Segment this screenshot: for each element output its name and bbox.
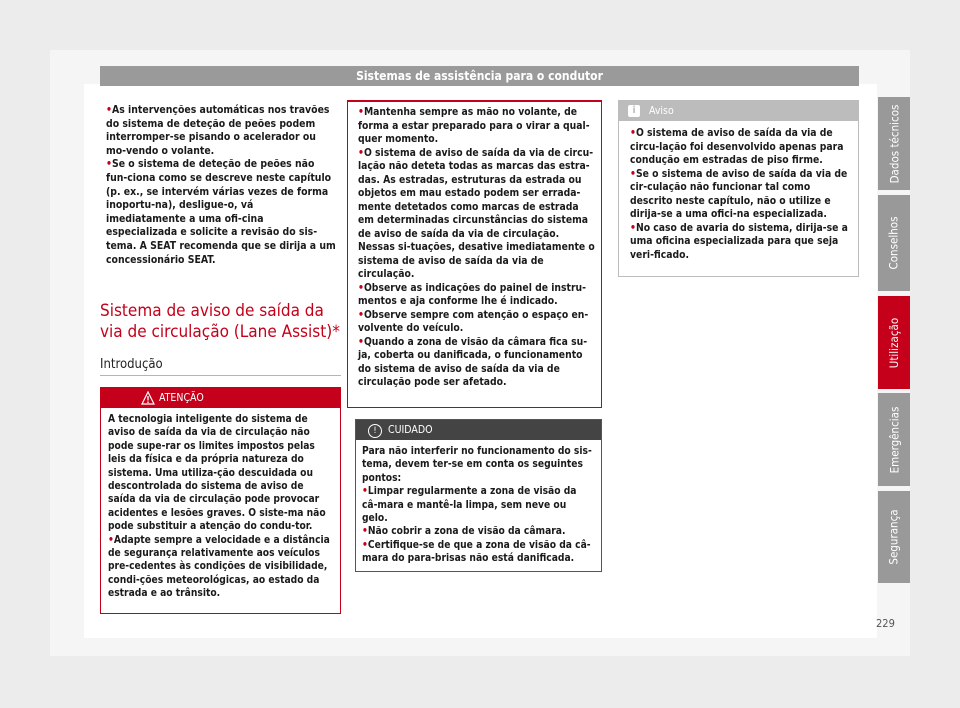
list-item: • O sistema de aviso de saída da via de circu-lação não deteta todas as marcas das estra-das. As estradas, estruturas da estrada ou objetos em mau estado podem ser errada-mente detetados como marcas de estrada em determinadas circunstâncias do sistema de aviso de saída da via de circulação. Nessas si-tuações, desative imediatamente o sistema de aviso de saída da via de circulação. bbox=[358, 147, 595, 282]
info-icon: ! bbox=[368, 424, 382, 438]
list-item: • Quando a zona de visão da câmara fica su-ja, coberta ou danificada, o funcionamento do sistema de aviso de saída da via de circulação pode ser afetado. bbox=[358, 336, 595, 390]
warning-text: A tecnologia inteligente do sistema de aviso de saída da via de circulação não pode supe-rar os limites impostos pelas leis da física e da própria natureza do sistema. Uma utiliza-ção descuidada ou descontrolada do sistema de aviso de saída da via de circulação pode provocar acidentes e lesões graves. O siste-ma não pode substituir a atenção do condu-tor. bbox=[108, 414, 326, 533]
note-box bbox=[618, 100, 859, 277]
tab-utilizacao[interactable] bbox=[878, 296, 910, 389]
list-item: • Adapte sempre a velocidade e a distância de segurança relativamente aos veículos pre-cedentes às condições de visibilidade, condi-ções meteorológicas, ao estado da estrada e ao trânsito. bbox=[108, 534, 334, 601]
list-item: • As intervenções automáticas nos travões do sistema de deteção de peões podem interromper-se pisando o acelerador ou mo-vendo o volante. bbox=[106, 104, 336, 158]
tab-seguranca[interactable] bbox=[878, 491, 910, 583]
tab-label: Dados técnicos bbox=[887, 104, 901, 183]
tab-emergencias[interactable] bbox=[878, 393, 910, 486]
warning-body bbox=[101, 408, 340, 601]
list-item: • Certifique-se de que a zona de visão da câ-mara do para-brisas não está danificada. bbox=[362, 539, 595, 566]
tab-label: Segurança bbox=[887, 509, 901, 565]
info-icon: i bbox=[628, 105, 640, 117]
caution-box bbox=[355, 419, 602, 572]
section-title: Sistema de aviso de saída da via de circulação (Lane Assist)* bbox=[100, 301, 340, 342]
list-item: • Não cobrir a zona de visão da câmara. bbox=[362, 525, 595, 538]
tab-label: Utilização bbox=[887, 317, 902, 368]
divider bbox=[100, 375, 341, 376]
caution-header bbox=[356, 420, 601, 440]
list-item: • Limpar regularmente a zona de visão da câ-mara e mantê-la limpa, sem neve ou gelo. bbox=[362, 485, 595, 525]
warning-header bbox=[101, 388, 340, 408]
caution-text: Para não interferir no funcionamento do sis-tema, devem ter-se em conta os seguintes pontos: bbox=[362, 446, 592, 484]
warning-label: ATENÇÃO bbox=[159, 392, 204, 404]
page-number: 229 bbox=[876, 617, 895, 630]
list-item: • No caso de avaria do sistema, dirija-se a uma oficina especializada para que seja veri-ficado. bbox=[630, 222, 851, 263]
note-header bbox=[619, 101, 858, 121]
list-item: • Observe sempre com atenção o espaço en-volvente do veículo. bbox=[358, 309, 595, 336]
list-item: • Se o sistema de deteção de peões não fun-ciona como se descreve neste capítulo (p. ex., se intervém várias vezes de forma inoportu-na), desligue-o, vá imediatamente a uma ofi-cina especializada e solicite a revisão do sis-tema. A SEAT recomenda que se dirija a um concessionário SEAT. bbox=[106, 158, 336, 267]
list-item: • Se o sistema de aviso de saída da via de cir-culação não funcionar tal como descrito neste capítulo, não o utilize e dirija-se a uma ofici-na especializada. bbox=[630, 168, 851, 222]
warning-continuation-box bbox=[347, 100, 602, 408]
tab-conselhos[interactable] bbox=[878, 195, 910, 291]
note-body bbox=[619, 121, 858, 262]
subsection-title: Introdução bbox=[100, 357, 163, 372]
page-header: Sistemas de assistência para o condutor bbox=[100, 66, 859, 86]
tab-label: Conselhos bbox=[887, 216, 901, 270]
note-label: Aviso bbox=[649, 105, 674, 117]
column-1-text bbox=[106, 104, 336, 267]
list-item: • Observe as indicações do painel de instru-mentos e aja conforme lhe é indicado. bbox=[358, 282, 595, 309]
list-item: • O sistema de aviso de saída da via de circu-lação foi desenvolvido apenas para condução em estradas de piso firme. bbox=[630, 127, 851, 168]
tab-label: Emergências bbox=[887, 406, 902, 473]
warning-icon bbox=[141, 391, 155, 405]
caution-body bbox=[356, 440, 601, 566]
tab-dados-tecnicos[interactable] bbox=[878, 97, 910, 190]
list-item: • Mantenha sempre as mão no volante, de forma a estar preparado para o virar a qual-quer momento. bbox=[358, 106, 595, 147]
warning-box bbox=[100, 387, 341, 614]
caution-label: CUIDADO bbox=[388, 424, 433, 436]
